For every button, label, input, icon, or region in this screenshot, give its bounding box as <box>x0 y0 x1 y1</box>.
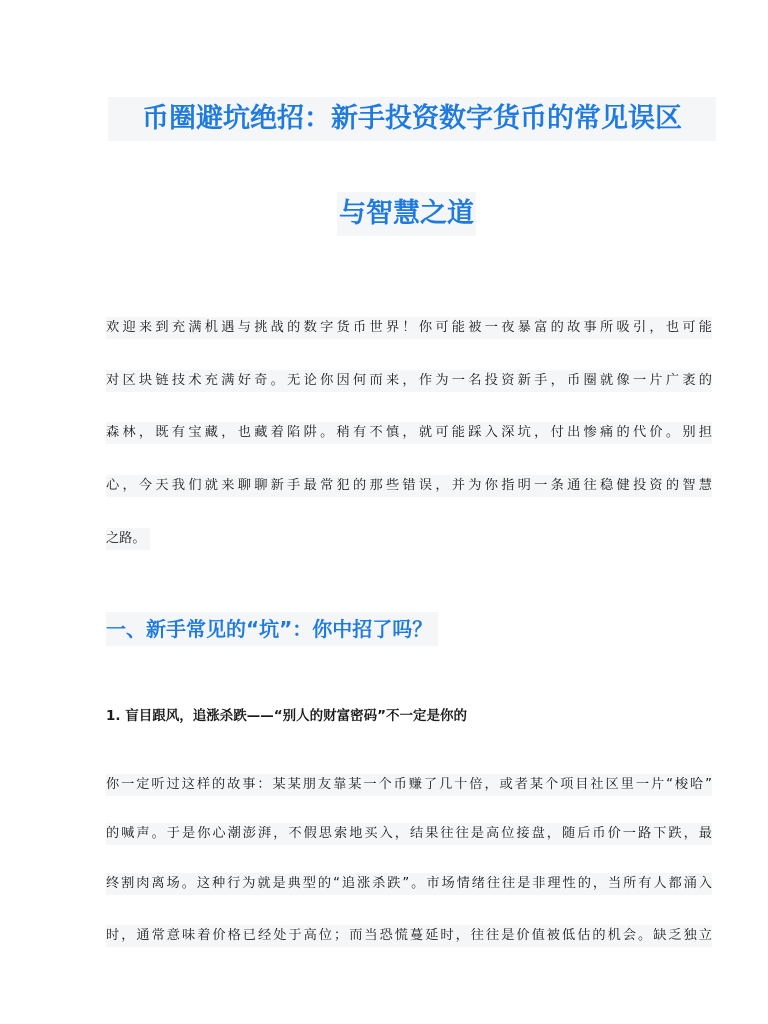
article-title-line-2: 与智慧之道 <box>337 192 476 236</box>
intro-paragraph-line: 欢迎来到充满机遇与挑战的数字货币世界！你可能被一夜暴富的故事所吸引，也可能 <box>106 317 712 339</box>
subsection-heading: 1. 盲目跟风，追涨杀跌——“别人的财富密码”不一定是你的 <box>106 708 467 724</box>
section-heading: 一、新手常见的“坑”：你中招了吗？ <box>106 612 438 646</box>
intro-paragraph-line: 森林，既有宝藏，也藏着陷阱。稍有不慎，就可能踩入深坑，付出惨痛的代价。别担 <box>106 422 712 444</box>
body-paragraph-line: 终割肉离场。这种行为就是典型的“追涨杀跌”。市场情绪往往是非理性的，当所有人都涌入 <box>106 873 712 895</box>
body-paragraph-line: 你一定听过这样的故事：某某朋友靠某一个币赚了几十倍，或者某个项目社区里一片“梭哈” <box>106 774 712 796</box>
intro-paragraph-line: 之路。 <box>106 528 150 550</box>
body-paragraph-line: 时，通常意味着价格已经处于高位；而当恐慌蔓延时，往往是价值被低估的机会。缺乏独立 <box>106 925 712 947</box>
body-paragraph-line: 的喊声。于是你心潮澎湃，不假思索地买入，结果往往是高位接盘，随后币价一路下跌，最 <box>106 823 712 845</box>
intro-paragraph-line: 心，今天我们就来聊聊新手最常犯的那些错误，并为你指明一条通往稳健投资的智慧 <box>106 475 712 497</box>
article-title-line-1: 币圈避坑绝招：新手投资数字货币的常见误区 <box>108 97 716 141</box>
intro-paragraph-line: 对区块链技术充满好奇。无论你因何而来，作为一名投资新手，币圈就像一片广袤的 <box>106 370 712 392</box>
